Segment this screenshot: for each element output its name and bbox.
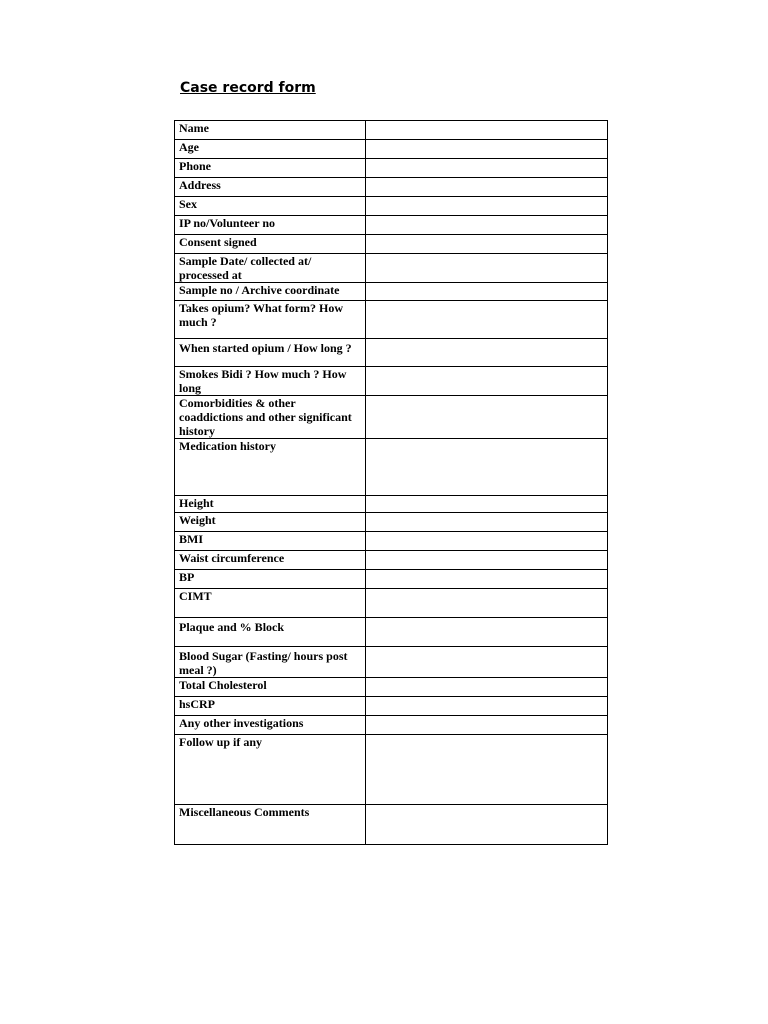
field-label: Address (175, 178, 366, 197)
field-value-cell[interactable] (366, 235, 608, 254)
table-row (175, 197, 608, 216)
table-row (175, 647, 608, 678)
field-value-cell[interactable] (366, 439, 608, 496)
table-row (175, 532, 608, 551)
table-row (175, 140, 608, 159)
field-value-cell[interactable] (366, 496, 608, 513)
field-label: Age (175, 140, 366, 159)
field-label: IP no/Volunteer no (175, 216, 366, 235)
field-label: BP (175, 570, 366, 589)
field-value-cell[interactable] (366, 121, 608, 140)
field-label: BMI (175, 532, 366, 551)
field-label: Medication history (175, 439, 366, 496)
table-row (175, 367, 608, 396)
field-label: Follow up if any (175, 735, 366, 805)
field-value-cell[interactable] (366, 396, 608, 439)
table-row (175, 283, 608, 301)
field-label: Any other investigations (175, 716, 366, 735)
table-row (175, 235, 608, 254)
table-row (175, 570, 608, 589)
field-value-cell[interactable] (366, 589, 608, 618)
field-value-cell[interactable] (366, 513, 608, 532)
case-record-table (174, 120, 608, 845)
table-row (175, 716, 608, 735)
field-value-cell[interactable] (366, 301, 608, 339)
table-row (175, 735, 608, 805)
field-label: Consent signed (175, 235, 366, 254)
table-row (175, 439, 608, 496)
field-label: Miscellaneous Comments (175, 805, 366, 845)
field-label: Sample Date/ collected at/ processed at (175, 254, 366, 283)
table-row (175, 589, 608, 618)
field-value-cell[interactable] (366, 647, 608, 678)
field-label: Plaque and % Block (175, 618, 366, 647)
field-label: When started opium / How long ? (175, 339, 366, 367)
field-value-cell[interactable] (366, 551, 608, 570)
table-row (175, 216, 608, 235)
field-value-cell[interactable] (366, 367, 608, 396)
field-label: Takes opium? What form? How much ? (175, 301, 366, 339)
table-row (175, 513, 608, 532)
field-value-cell[interactable] (366, 532, 608, 551)
field-value-cell[interactable] (366, 216, 608, 235)
table-row (175, 301, 608, 339)
field-label: Waist circumference (175, 551, 366, 570)
field-label: Phone (175, 159, 366, 178)
field-label: hsCRP (175, 697, 366, 716)
field-value-cell[interactable] (366, 159, 608, 178)
field-label: Weight (175, 513, 366, 532)
field-label: Total Cholesterol (175, 678, 366, 697)
table-row (175, 805, 608, 845)
field-value-cell[interactable] (366, 339, 608, 367)
field-label: Sample no / Archive coordinate (175, 283, 366, 301)
table-row (175, 254, 608, 283)
field-value-cell[interactable] (366, 805, 608, 845)
table-row (175, 339, 608, 367)
table-row (175, 697, 608, 716)
table-row (175, 678, 608, 697)
field-label: Comorbidities & other coaddictions and other significant history (175, 396, 366, 439)
field-value-cell[interactable] (366, 254, 608, 283)
field-label: Height (175, 496, 366, 513)
field-value-cell[interactable] (366, 140, 608, 159)
table-row (175, 178, 608, 197)
field-value-cell[interactable] (366, 735, 608, 805)
field-value-cell[interactable] (366, 283, 608, 301)
field-value-cell[interactable] (366, 697, 608, 716)
table-row (175, 551, 608, 570)
field-label: Sex (175, 197, 366, 216)
field-value-cell[interactable] (366, 716, 608, 735)
table-row (175, 396, 608, 439)
table-row (175, 159, 608, 178)
field-value-cell[interactable] (366, 178, 608, 197)
page-title: Case record form (180, 80, 316, 96)
table-row (175, 121, 608, 140)
field-value-cell[interactable] (366, 570, 608, 589)
field-label: Blood Sugar (Fasting/ hours post meal ?) (175, 647, 366, 678)
field-label: Name (175, 121, 366, 140)
table-row (175, 618, 608, 647)
field-value-cell[interactable] (366, 618, 608, 647)
field-label: CIMT (175, 589, 366, 618)
field-label: Smokes Bidi ? How much ? How long (175, 367, 366, 396)
field-value-cell[interactable] (366, 197, 608, 216)
table-row (175, 496, 608, 513)
field-value-cell[interactable] (366, 678, 608, 697)
